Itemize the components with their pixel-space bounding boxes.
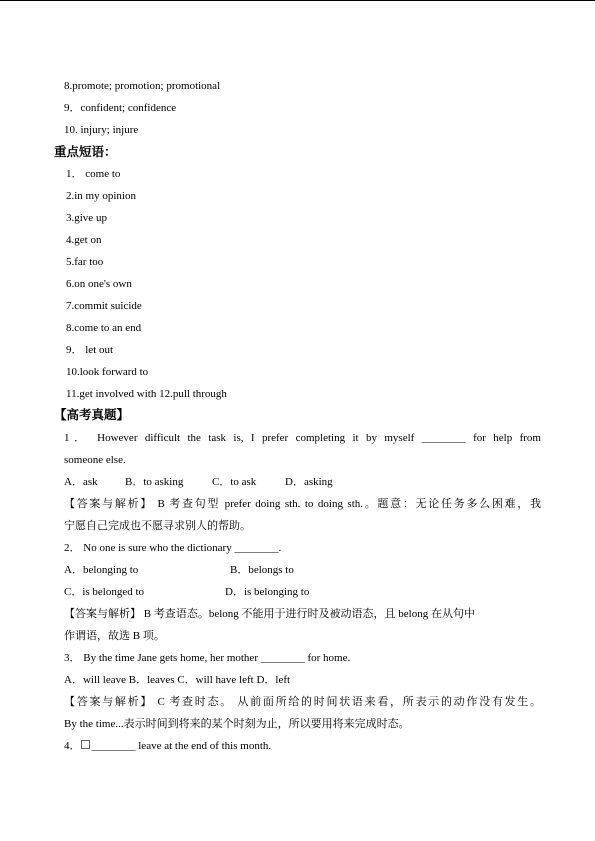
question-3-answer: 【答案与解析】 C 考查时态。 从前面所给的时间状语来看，所表示的动作没有发生。 (64, 696, 541, 708)
question-1-option-c: C．to ask (212, 476, 257, 488)
question-1-option-b: B．to asking (125, 476, 184, 488)
question-4-stem (64, 739, 271, 753)
question-3-options: A．will leave B．leaves C．will have left D．left (64, 674, 291, 686)
question-1-stem: 1． However difficult the task is, I prefer completing it by myself ________ for help from (64, 432, 541, 444)
phrase-item: 8.come to an end (66, 322, 142, 334)
phrases-heading: 重点短语： (54, 144, 117, 159)
question-2-option-a: A．belonging to (64, 564, 139, 576)
exam-heading: 【高考真题】 (54, 407, 130, 422)
question-1-option-a: A．ask (64, 476, 98, 488)
question-4-number: 4． (64, 740, 81, 752)
vocab-item: 9．confident; confidence (64, 102, 177, 114)
question-4-text: ________ leave at the end of this month. (91, 740, 272, 752)
placeholder-box-icon (81, 740, 90, 749)
question-2-option-b: B．belongs to (230, 564, 294, 576)
phrase-item: 9． let out (66, 344, 114, 356)
question-2-option-d: D．is belonging to (225, 586, 310, 598)
phrase-item: 1． come to (66, 168, 121, 180)
vocab-item: 8.promote; promotion; promotional (64, 80, 221, 92)
question-3-answer-cont: By the time...表示时间到将来的某个时刻为止，所以要用将来完成时态。 (64, 718, 410, 730)
page-top-rule (0, 0, 595, 1)
phrase-item: 2.in my opinion (66, 190, 136, 202)
phrase-item: 11.get involved with 12.pull through (66, 388, 227, 400)
phrase-item: 6.on one's own (66, 278, 132, 290)
question-3-stem: 3． By the time Jane gets home, her mother ________ for home. (64, 652, 351, 664)
question-1-answer: 【答案与解析】 B 考查句型 prefer doing sth. to doing sth.。题意：无论任务多么困难，我 (64, 498, 541, 510)
phrase-item: 7.commit suicide (66, 300, 142, 312)
question-2-answer-cont: 作谓语，故选 B 项。 (64, 630, 165, 642)
phrase-item: 3.give up (66, 212, 107, 224)
question-2-option-c: C．is belonged to (64, 586, 145, 598)
question-2-answer: 【答案与解析】 B 考查语态。belong 不能用于进行时及被动语态，且 belong 在从句中 (64, 608, 475, 620)
vocab-item: 10. injury; injure (64, 124, 139, 136)
question-1-option-d: D．asking (285, 476, 333, 488)
question-1-stem-cont: someone else. (64, 454, 126, 466)
question-2-stem: 2． No one is sure who the dictionary ________. (64, 542, 282, 554)
phrase-item: 10.look forward to (66, 366, 149, 378)
question-1-answer-cont: 宁愿自己完成也不愿寻求别人的帮助。 (64, 520, 251, 532)
phrase-item: 5.far too (66, 256, 104, 268)
phrase-item: 4.get on (66, 234, 102, 246)
